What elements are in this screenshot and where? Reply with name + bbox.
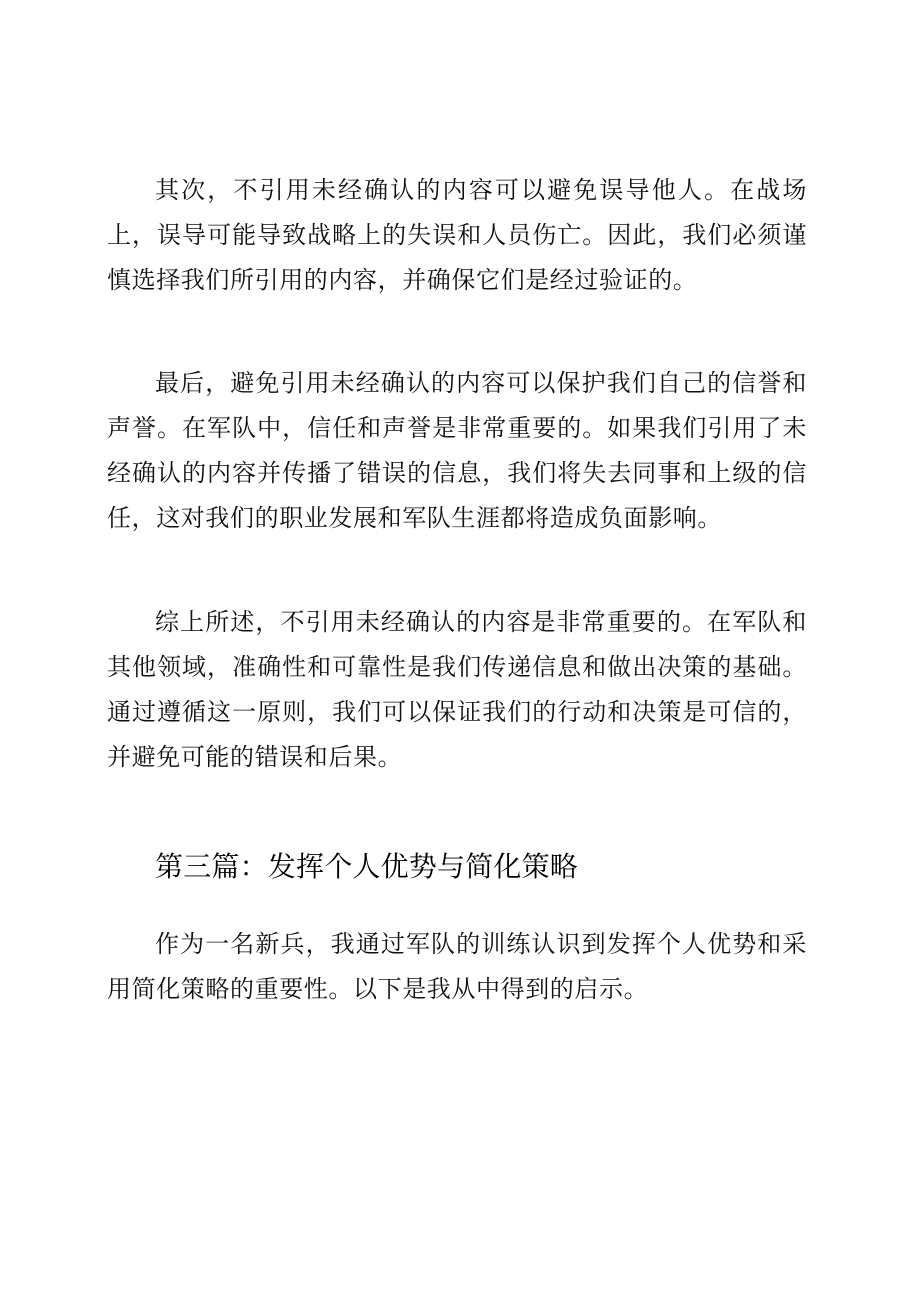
document-body [107,168,807,1012]
paragraph-1: 其次，不引用未经确认的内容可以避免误导他人。在战场上，误导可能导致战略上的失误和人员伤亡。因此，我们必须谨慎选择我们所引用的内容，并确保它们是经过验证的。 [107,176,807,294]
section-paragraph-1: 作为一名新兵，我通过军队的训练认识到发挥个人优势和采用简化策略的重要性。以下是我从中得到的启示。 [107,930,807,1003]
section-heading: 第三篇：发挥个人优势与简化策略 [155,850,579,883]
paragraph-2: 最后，避免引用未经确认的内容可以保护我们自己的信誉和声誉。在军队中，信任和声誉是非常重要的。如果我们引用了未经确认的内容并传播了错误的信息，我们将失去同事和上级的信任，这对我们的职业发展和军队生涯都将造成负面影响。 [107,369,807,532]
paragraph-3: 综上所述，不引用未经确认的内容是非常重要的。在军队和其他领域，准确性和可靠性是我们传递信息和做出决策的基础。通过遵循这一原则，我们可以保证我们的行动和决策是可信的，并避免可能的错误和后果。 [107,608,807,771]
